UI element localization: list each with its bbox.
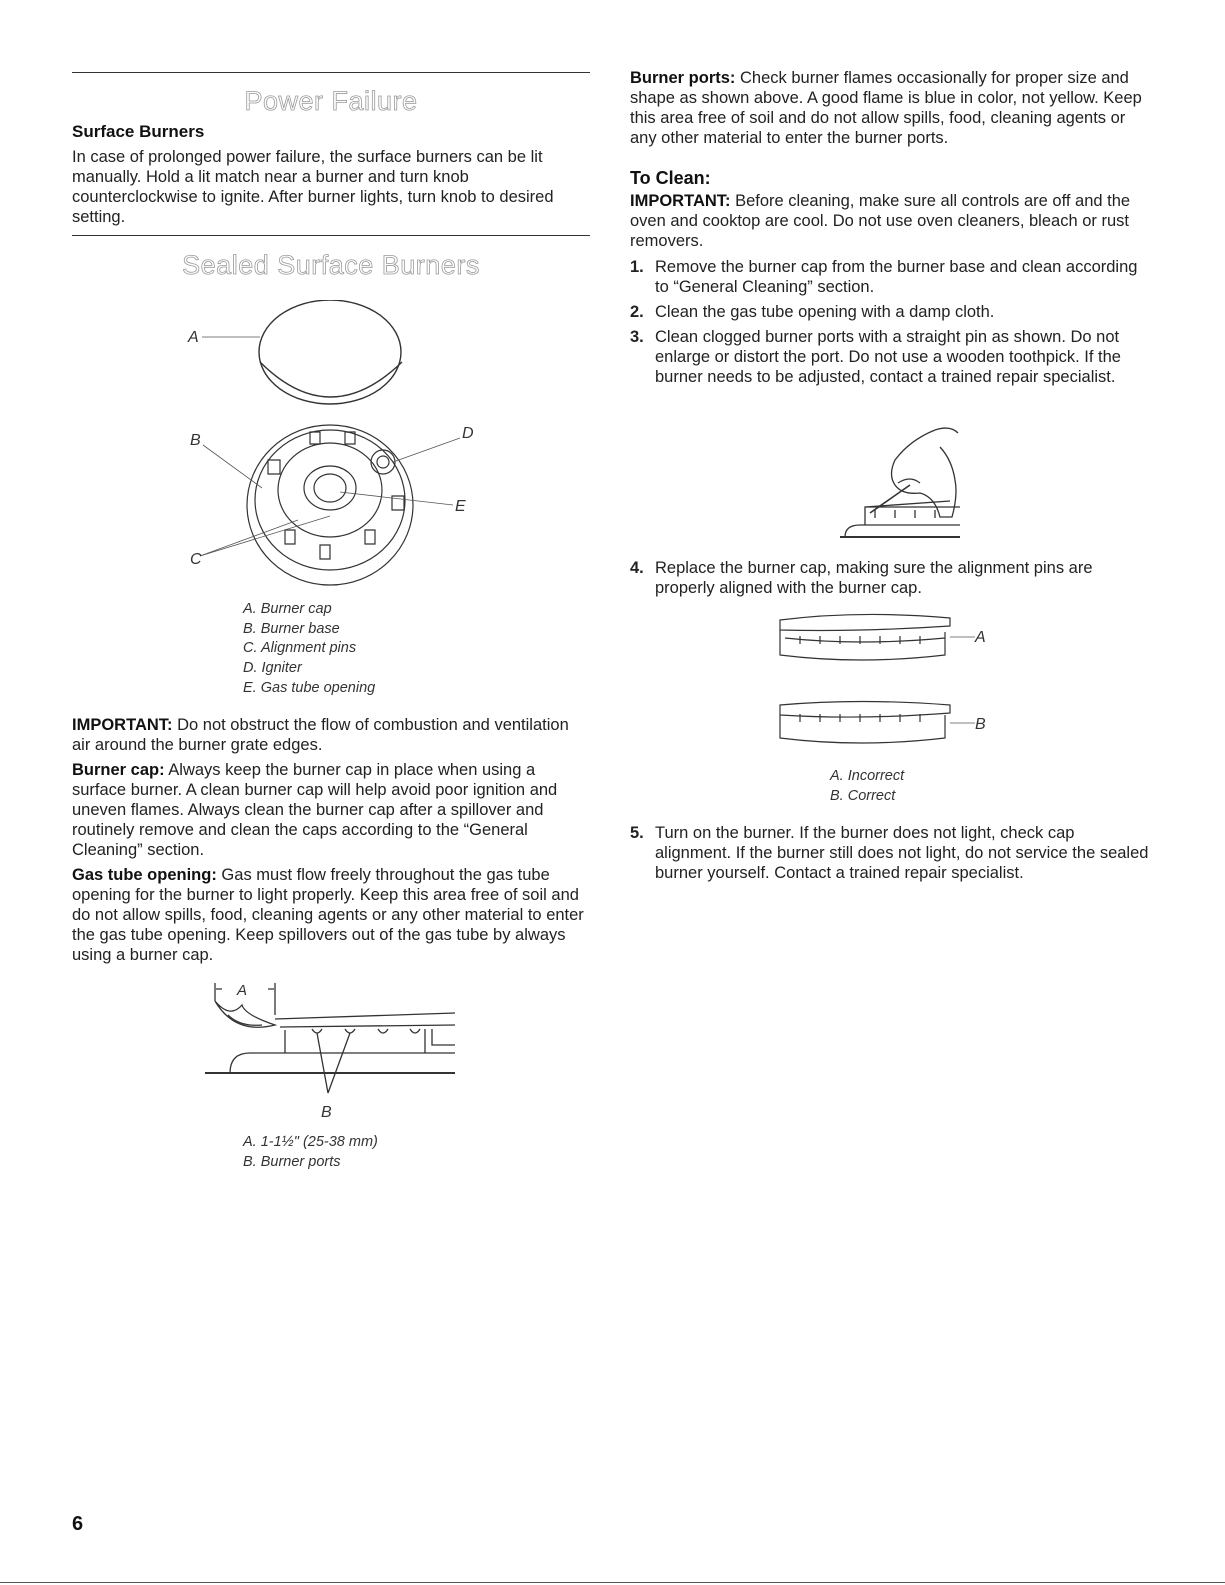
- diagram-label-b: B: [190, 432, 201, 449]
- burner-cap-drawing: [259, 300, 402, 404]
- step-item: 4. Replace the burner cap, making sure the alignment pins are properly aligned with the burner cap.: [630, 559, 1093, 597]
- legend-item: A. 1-1½" (25-38 mm): [243, 1134, 378, 1150]
- diagram-label-c: C: [190, 551, 202, 568]
- right-column-top: [630, 68, 1155, 387]
- rule-sealed: [72, 235, 590, 236]
- power-failure-title: Power Failure: [244, 86, 418, 116]
- diagram-label-d: D: [462, 425, 474, 442]
- cleaning-steps-final: [630, 823, 1155, 883]
- power-failure-body: In case of prolonged power failure, the surface burners can be lit manually. Hold a lit match near a burner and turn knob counterclockwise to ignite. After burner lights, turn knob to desired setting.: [72, 148, 554, 226]
- rule-top-left: [72, 72, 590, 73]
- flame-label-a: A: [237, 982, 248, 999]
- pin-cleaning-diagram: [840, 425, 970, 545]
- step4-block: [630, 558, 1155, 598]
- burner-exploded-diagram: [170, 300, 500, 615]
- sealed-body: [72, 715, 590, 965]
- page-number: 6: [72, 1513, 84, 1535]
- to-clean-heading: To Clean:: [630, 168, 711, 188]
- legend-item: A. Burner cap: [243, 601, 332, 617]
- surface-burners-heading: Surface Burners: [72, 122, 205, 141]
- diagram-label-e: E: [455, 498, 466, 515]
- to-clean-important: IMPORTANT: Before cleaning, make sure all controls are off and the oven and cooktop are cool. Do not use oven cleaners, bleach or rust removers.: [630, 192, 1131, 250]
- legend-item: D. Igniter: [243, 660, 302, 677]
- legend-item: B. Burner base: [243, 620, 340, 637]
- align-label-b: B: [975, 716, 986, 733]
- step5-block: [630, 823, 1155, 883]
- legend-item: A. Incorrect: [830, 768, 905, 784]
- important-paragraph: IMPORTANT: Do not obstruct the flow of combustion and ventilation air around the burner grate edges.: [72, 716, 569, 754]
- legend-item: B. Burner ports: [243, 1153, 341, 1170]
- align-label-a: A: [975, 629, 986, 646]
- burner-base-drawing: [247, 425, 413, 585]
- diagram-label-a: A: [188, 329, 199, 346]
- cleaning-steps: [630, 257, 1155, 387]
- flame-label-b: B: [321, 1104, 332, 1121]
- step-item: 3. Clean clogged burner ports with a straight pin as shown. Do not enlarge or distort the port. Do not use a wooden toothpick. If the burner needs to be adjusted, contact a trained repair specialist.: [630, 328, 1121, 386]
- legend-item: B. Correct: [830, 787, 896, 804]
- step-item: 2. Clean the gas tube opening with a damp cloth.: [630, 303, 995, 321]
- burner-cap-paragraph: Burner cap: Always keep the burner cap in place when using a surface burner. A clean burner cap will help avoid poor ignition and uneven flames. Always clean the burner cap after a spillover and routinely remove and clean the caps according to the “General Cleaning” section.: [72, 761, 558, 859]
- burner-legend: [243, 600, 375, 699]
- step-item: 5. Turn on the burner. If the burner does not light, check cap alignment. If the burner still does not light, do not service the sealed burner yourself. Contact a trained repair specialist.: [630, 824, 1149, 882]
- legend-item: E. Gas tube opening: [243, 679, 376, 696]
- flame-diagram: [200, 975, 465, 1125]
- flame-legend: [243, 1133, 378, 1172]
- cap-alignment-diagram: [770, 610, 1000, 760]
- burner-ports-paragraph: Burner ports: Check burner flames occasionally for proper size and shape as shown above. A good flame is blue in color, not yellow. Keep this area free of soil and do not allow spills, food, cleaning agents or any other material to enter the burner ports.: [630, 69, 1142, 147]
- cleaning-steps-continued: [630, 558, 1155, 598]
- gas-tube-paragraph: Gas tube opening: Gas must flow freely throughout the gas tube opening for the burner to light properly. Keep this area free of soil and do not allow spills, food, cleaning agents or any other material to enter the gas tube opening. Keep spillovers out of the gas tube by always using a burner cap.: [72, 866, 584, 964]
- step-item: 1. Remove the burner cap from the burner base and clean according to “General Cleaning” section.: [630, 258, 1138, 296]
- sealed-burners-title: Sealed Surface Burners: [182, 250, 480, 280]
- legend-item: C. Alignment pins: [243, 640, 357, 657]
- page-bottom-rule: [0, 1582, 1225, 1583]
- alignment-legend: [830, 767, 904, 806]
